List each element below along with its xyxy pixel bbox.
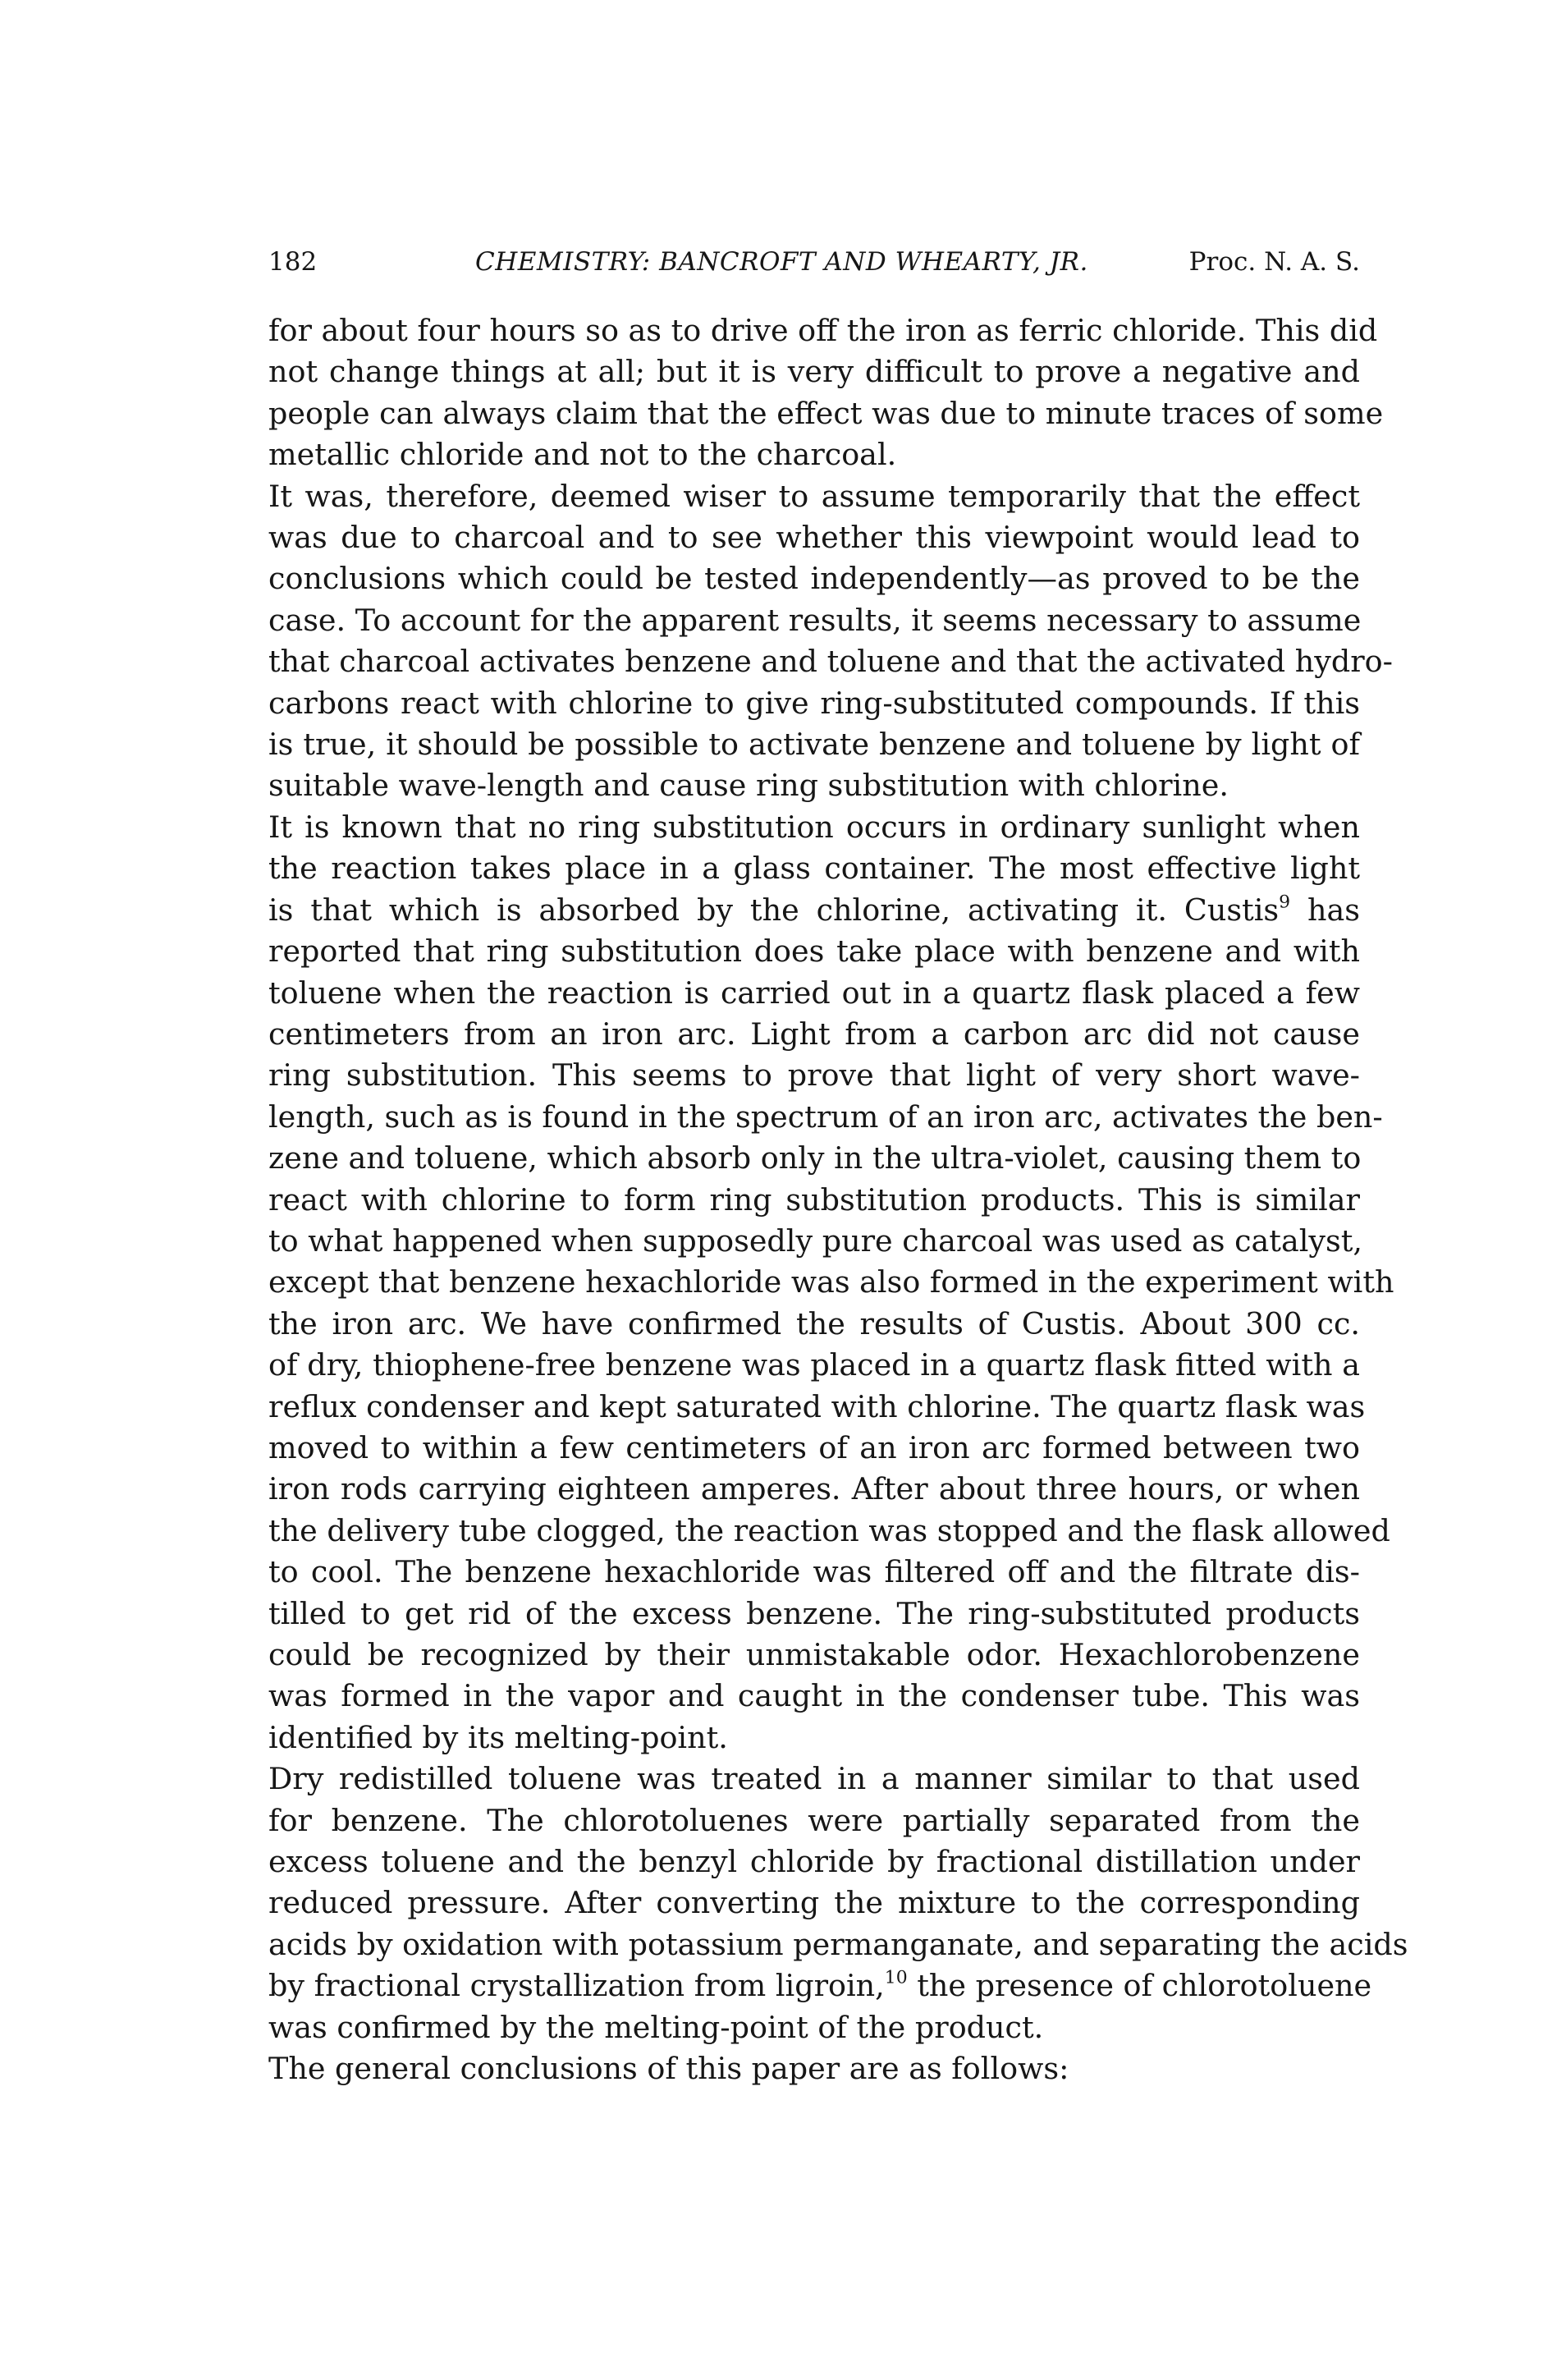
text-line: to cool. The benzene hexachloride was filtered off and the filtrate dis- bbox=[268, 1554, 1360, 1590]
text-line: centimeters from an iron arc. Light from a carbon arc did not cause bbox=[268, 1016, 1360, 1052]
text-line: is true, it should be possible to activate benzene and toluene by light of bbox=[268, 727, 1360, 763]
text-line: for benzene. The chlorotoluenes were partially separated from the bbox=[268, 1802, 1360, 1838]
text-fragment: is that which is absorbed by the chlorine, activating it. Custis bbox=[268, 892, 1280, 928]
footnote-reference-9: 9 bbox=[1279, 892, 1291, 913]
text-line: suitable wave-length and cause ring substitution with chlorine. bbox=[268, 768, 1229, 804]
text-line: people can always claim that the effect was due to minute traces of some bbox=[268, 395, 1384, 431]
text-line: identified by its melting-point. bbox=[268, 1719, 728, 1755]
text-fragment: by fractional crystallization from ligroin, bbox=[268, 1968, 885, 2004]
journal-abbreviation: Proc. N. A. S. bbox=[1188, 247, 1360, 277]
text-line: the iron arc. We have confirmed the results of Custis. About 300 cc. bbox=[268, 1305, 1360, 1341]
text-line: toluene when the reaction is carried out in a quartz flask placed a few bbox=[268, 974, 1360, 1011]
text-line: tilled to get rid of the excess benzene. The ring-substituted products bbox=[268, 1595, 1360, 1631]
text-line: was formed in the vapor and caught in the condenser tube. This was bbox=[268, 1678, 1360, 1714]
text-line: Dry redistilled toluene was treated in a manner similar to that used bbox=[268, 1761, 1360, 1797]
text-line: was due to charcoal and to see whether this viewpoint would lead to bbox=[268, 520, 1360, 556]
text-line-with-reference bbox=[268, 1965, 1372, 2006]
text-fragment: the presence of chlorotoluene bbox=[907, 1968, 1372, 2004]
text-line: the delivery tube clogged, the reaction was stopped and the flask allowed bbox=[268, 1512, 1390, 1548]
text-line: the reaction takes place in a glass container. The most effective light bbox=[268, 851, 1360, 887]
paragraph-1 bbox=[268, 310, 1384, 476]
text-line: acids by oxidation with potassium permanganate, and separating the acids bbox=[268, 1926, 1408, 1962]
text-line: reflux condenser and kept saturated with chlorine. The quartz flask was bbox=[268, 1388, 1366, 1424]
paragraph-2 bbox=[268, 476, 1393, 807]
text-fragment: has bbox=[1290, 892, 1360, 928]
paragraph-4 bbox=[268, 1759, 1408, 2048]
text-line: reduced pressure. After converting the mixture to the corresponding bbox=[268, 1885, 1360, 1921]
text-line: react with chlorine to form ring substitution products. This is similar bbox=[268, 1181, 1360, 1218]
text-line: The general conclusions of this paper are as follows: bbox=[268, 2051, 1069, 2087]
paragraph-3 bbox=[268, 807, 1394, 1759]
text-line: for about four hours so as to drive off the iron as ferric chloride. This did bbox=[268, 313, 1378, 348]
text-line: could be recognized by their unmistakable odor. Hexachlorobenzene bbox=[268, 1637, 1360, 1672]
paragraph-5 bbox=[268, 2048, 1360, 2089]
text-line: reported that ring substitution does take place with benzene and with bbox=[268, 933, 1360, 970]
text-line: metallic chloride and not to the charcoal. bbox=[268, 437, 897, 473]
text-line: It was, therefore, deemed wiser to assume temporarily that the effect bbox=[268, 478, 1360, 514]
text-line: zene and toluene, which absorb only in the ultra-violet, causing them to bbox=[268, 1140, 1362, 1176]
text-line: conclusions which could be tested independently—as proved to be the bbox=[268, 561, 1360, 597]
text-line: except that benzene hexachloride was also formed in the experiment with bbox=[268, 1264, 1394, 1300]
text-line: moved to within a few centimeters of an iron arc formed between two bbox=[268, 1429, 1360, 1465]
text-line: that charcoal activates benzene and toluene and that the activated hydro- bbox=[268, 644, 1393, 680]
text-line: of dry, thiophene-free benzene was placed in a quartz flask fitted with a bbox=[268, 1347, 1360, 1383]
text-line: to what happened when supposedly pure charcoal was used as catalyst, bbox=[268, 1222, 1362, 1259]
text-line: was confirmed by the melting-point of the product. bbox=[268, 2009, 1044, 2045]
text-line: case. To account for the apparent results, it seems necessary to assume bbox=[268, 602, 1362, 638]
footnote-reference-10: 10 bbox=[884, 1967, 908, 1988]
text-line: carbons react with chlorine to give ring-substituted compounds. If this bbox=[268, 685, 1360, 721]
body-text bbox=[268, 310, 1408, 2089]
page-number: 182 bbox=[268, 247, 318, 277]
text-line: It is known that no ring substitution occurs in ordinary sunlight when bbox=[268, 809, 1360, 845]
text-line: length, such as is found in the spectrum of an iron arc, activates the ben- bbox=[268, 1098, 1383, 1135]
text-line: not change things at all; but it is very difficult to prove a negative and bbox=[268, 354, 1360, 390]
running-title: CHEMISTRY: BANCROFT AND WHEARTY, JR. bbox=[475, 247, 1088, 277]
running-head bbox=[268, 243, 1360, 281]
text-line: ring substitution. This seems to prove that light of very short wave- bbox=[268, 1057, 1360, 1094]
text-line: excess toluene and the benzyl chloride by fractional distillation under bbox=[268, 1844, 1360, 1880]
text-line: iron rods carrying eighteen amperes. After about three hours, or when bbox=[268, 1471, 1360, 1507]
text-line-with-reference bbox=[268, 890, 1360, 931]
